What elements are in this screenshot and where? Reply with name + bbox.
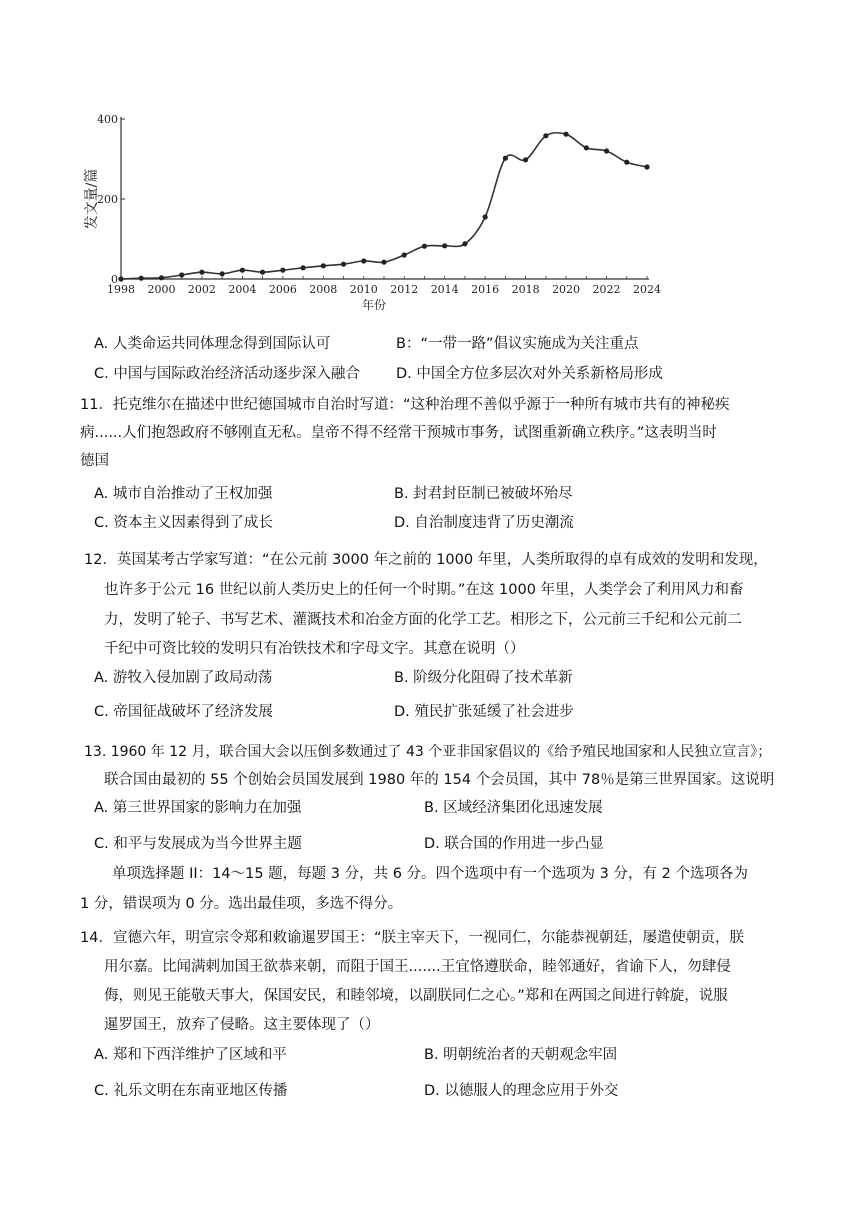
data-point xyxy=(260,270,265,275)
data-point xyxy=(159,275,164,280)
data-point xyxy=(563,132,568,137)
section-instructions-line-1: 单项选择题 II：14～15 题，每题 3 分，共 6 分。四个选项中有一个选项为 3 分，有 2 个选项各为 xyxy=(112,866,748,882)
chart-axes xyxy=(121,117,649,279)
q11-stem-line-1: 11．托克维尔在描述中世纪德国城市自治时写道：“这种治理不善似乎源于一种所有城市共有的神秘疾 xyxy=(80,397,730,413)
x-tick-label: 2004 xyxy=(228,283,257,296)
q12-option-c: C. 帝国征战破坏了经济发展 xyxy=(94,704,273,720)
q11-option-c: C. 资本主义因素得到了成长 xyxy=(94,515,273,531)
q14-stem-line-2: 用尔嘉。比闻满剌加国王欲恭来朝，而阻于国王.......王宜恪遵朕命，睦邻通好，省谕下人，勿肆侵 xyxy=(104,959,731,975)
q13-stem-line-1: 13. 1960 年 12 月，联合国大会以压倒多数通过了 43 个亚非国家倡议的《给予殖民地国家和人民独立宣言》； xyxy=(84,744,772,760)
q13-stem-line-2: 联合国由最初的 55 个创始会员国发展到 1980 年的 154 个会员国，其中 78％是第三世界国家。这说明 xyxy=(104,772,775,788)
y-tick-label: 0 xyxy=(111,273,118,286)
data-point xyxy=(483,214,488,219)
x-tick-label: 2022 xyxy=(592,283,621,296)
x-tick-label: 2006 xyxy=(268,283,297,296)
q11-stem-line-2: 病......人们抱怨政府不够刚直无私。皇帝不得不经常干预城市事务，试图重新确立秩序。”这表明当时 xyxy=(80,425,717,441)
q12-stem-line-4: 千纪中可资比较的发明只有冶铁技术和字母文字。其意在说明（） xyxy=(104,641,525,657)
data-point xyxy=(118,276,123,281)
q14-stem-line-1: 14．宣德六年，明宣宗令郑和敕谕暹罗国王：“朕主宰天下，一视同仁，尔能恭视朝廷，屡遣使朝贡，朕 xyxy=(80,930,744,946)
x-tick-label: 2010 xyxy=(349,283,378,296)
x-axis-label: 年份 xyxy=(361,298,387,312)
x-tick-label: 1998 xyxy=(107,283,135,296)
q11-option-a: A. 城市自治推动了王权加强 xyxy=(94,486,273,502)
data-point xyxy=(321,263,326,268)
y-tick-label: 200 xyxy=(97,193,118,206)
data-point xyxy=(179,272,184,277)
q11-stem-line-3: 德国 xyxy=(80,453,109,469)
q11-option-b: B. 封君封臣制已被破坏殆尽 xyxy=(394,486,573,502)
data-point xyxy=(361,258,366,263)
q12-option-a: A. 游牧入侵加剧了政局动荡 xyxy=(94,670,273,686)
x-tick-label: 2016 xyxy=(471,283,500,296)
q12-option-b: B. 阶级分化阻碍了技术革新 xyxy=(394,670,573,686)
x-tick-label: 2000 xyxy=(147,283,176,296)
data-point xyxy=(422,244,427,249)
data-point xyxy=(139,276,144,281)
y-tick-label: 400 xyxy=(97,113,118,126)
x-tick-label: 2024 xyxy=(633,283,661,296)
x-tick-label: 2014 xyxy=(430,283,459,296)
publication-count-line-chart xyxy=(78,104,668,318)
x-tick-label: 2008 xyxy=(309,283,338,296)
section-instructions-line-2: 1 分，错误项为 0 分。选出最佳项，多选不得分。 xyxy=(80,896,403,912)
data-point xyxy=(199,270,204,275)
data-point xyxy=(220,271,225,276)
data-point xyxy=(462,241,467,246)
data-point xyxy=(543,133,548,138)
q12-stem-line-3: 力，发明了轮子、书写艺术、灌溉技术和冶金方面的化学工艺。相形之下，公元前三千纪和公元前二 xyxy=(104,612,742,628)
q10-option-b: B：“一带一路”倡议实施成为关注重点 xyxy=(396,336,639,352)
q10-option-a: A. 人类命运共同体理念得到国际认可 xyxy=(94,336,331,352)
x-tick-label: 2002 xyxy=(187,283,216,296)
series-line xyxy=(121,133,647,279)
data-point xyxy=(341,262,346,267)
q12-option-d: D. 殖民扩张延缓了社会进步 xyxy=(394,704,574,720)
q11-option-d: D. 自治制度违背了历史潮流 xyxy=(394,515,574,531)
data-point xyxy=(584,145,589,150)
q14-stem-line-4: 暹罗国王，放弃了侵略。这主要体现了（） xyxy=(104,1017,380,1033)
data-point xyxy=(240,268,245,273)
data-point xyxy=(503,156,508,161)
q12-stem-line-1: 12．英国某考古学家写道：“在公元前 3000 年之前的 1000 年里，人类所取得的卓有成效的发明和发现， xyxy=(84,552,768,568)
q10-option-c: C. 中国与国际政治经济活动逐步深入融合 xyxy=(94,366,360,382)
q14-option-a: A. 郑和下西洋维护了区域和平 xyxy=(94,1047,287,1063)
q14-option-b: B. 明朝统治者的天朝观念牢固 xyxy=(424,1047,618,1063)
q14-stem-line-3: 侮，则见王能敬天事大，保国安民，和睦邻境，以副朕同仁之心。”郑和在两国之间进行斡旋，说服 xyxy=(104,988,728,1004)
q13-option-c: C. 和平与发展成为当今世界主题 xyxy=(94,836,302,852)
data-point xyxy=(402,252,407,257)
x-tick-label: 2012 xyxy=(390,283,419,296)
y-axis-label: 发文量/篇 xyxy=(84,168,100,230)
series-points xyxy=(118,132,649,282)
q13-option-d: D. 联合国的作用进一步凸显 xyxy=(424,836,604,852)
x-tick-label: 2018 xyxy=(511,283,540,296)
data-point xyxy=(300,265,305,270)
data-point xyxy=(624,160,629,165)
q14-option-c: C. 礼乐文明在东南亚地区传播 xyxy=(94,1083,288,1099)
data-point xyxy=(381,260,386,265)
data-point xyxy=(442,243,447,248)
q10-option-d: D. 中国全方位多层次对外关系新格局形成 xyxy=(396,366,663,382)
q13-option-b: B. 区域经济集团化迅速发展 xyxy=(424,800,603,816)
data-point xyxy=(644,164,649,169)
q13-option-a: A. 第三世界国家的影响力在加强 xyxy=(94,800,302,816)
q12-stem-line-2: 也许多于公元 16 世纪以前人类历史上的任何一个时期。”在这 1000 年里，人类学会了利用风力和畜 xyxy=(104,582,744,598)
x-tick-label: 2020 xyxy=(552,283,581,296)
q14-option-d: D. 以德服人的理念应用于外交 xyxy=(424,1083,619,1099)
data-point xyxy=(604,148,609,153)
data-point xyxy=(523,157,528,162)
data-point xyxy=(280,268,285,273)
